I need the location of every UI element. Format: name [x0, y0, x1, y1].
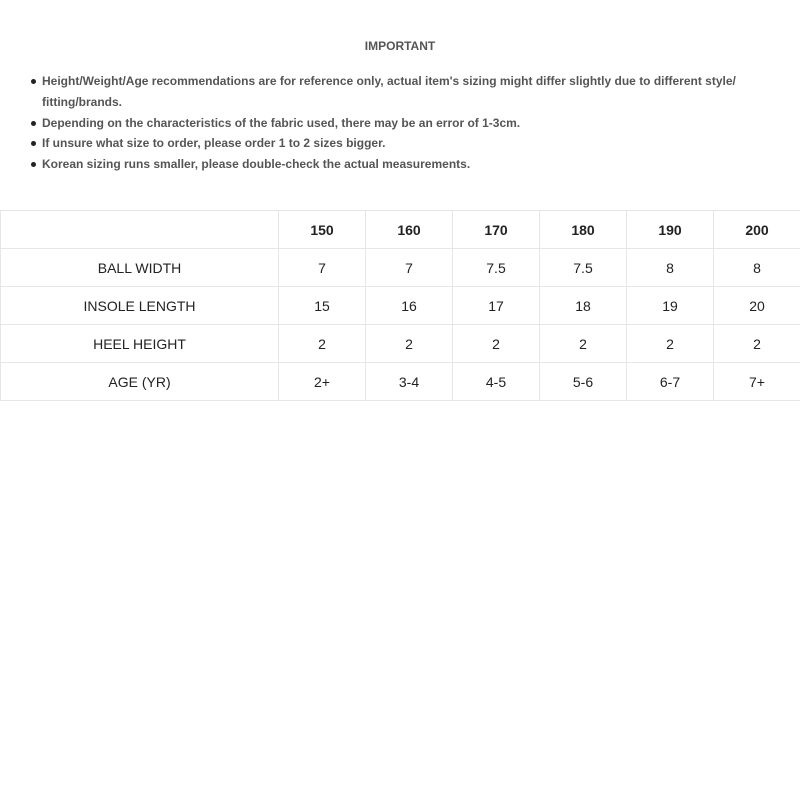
notice-item-text: Height/Weight/Age recommendations are for reference only, actual item's sizing might differ slightly due to different style/ fitting/brands.: [42, 74, 736, 109]
value-cell: 6-7: [627, 363, 714, 401]
value-cell: 2: [366, 325, 453, 363]
notice-item: [42, 154, 782, 175]
value-cell: 18: [540, 287, 627, 325]
value-cell: 5-6: [540, 363, 627, 401]
row-label-cell: AGE (YR): [1, 363, 279, 401]
notice-list: [42, 71, 782, 175]
value-cell: 8: [627, 249, 714, 287]
value-cell: 2: [540, 325, 627, 363]
table-row: [1, 363, 800, 401]
value-cell: 7.5: [453, 249, 540, 287]
value-cell: 7: [366, 249, 453, 287]
size-header-cell: 150: [279, 211, 366, 249]
notice-item-text: Depending on the characteristics of the fabric used, there may be an error of 1-3cm.: [42, 115, 521, 130]
value-cell: 8: [714, 249, 800, 287]
value-cell: 7.5: [540, 249, 627, 287]
size-header-cell: 160: [366, 211, 453, 249]
value-cell: 2: [453, 325, 540, 363]
value-cell: 2+: [279, 363, 366, 401]
notice-item-text: Korean sizing runs smaller, please double-check the actual measurements.: [42, 157, 471, 172]
row-label-cell: BALL WIDTH: [1, 249, 279, 287]
size-header-cell: 200: [714, 211, 800, 249]
value-cell: 4-5: [453, 363, 540, 401]
table-row: [1, 325, 800, 363]
value-cell: 17: [453, 287, 540, 325]
bullet-icon: [31, 79, 36, 84]
bullet-icon: [31, 141, 36, 146]
table-corner-cell: [1, 211, 279, 249]
bullet-icon: [31, 162, 36, 167]
notice-item-text: If unsure what size to order, please order 1 to 2 sizes bigger.: [42, 136, 386, 151]
size-header-cell: 170: [453, 211, 540, 249]
size-header-cell: 180: [540, 211, 627, 249]
value-cell: 2: [714, 325, 800, 363]
table-header-row: [1, 211, 800, 249]
value-cell: 2: [627, 325, 714, 363]
value-cell: 2: [279, 325, 366, 363]
value-cell: 3-4: [366, 363, 453, 401]
size-header-cell: 190: [627, 211, 714, 249]
row-label-cell: HEEL HEIGHT: [1, 325, 279, 363]
value-cell: 20: [714, 287, 800, 325]
table-row: [1, 249, 800, 287]
size-chart-table: [0, 210, 800, 401]
value-cell: 19: [627, 287, 714, 325]
table-row: [1, 287, 800, 325]
bullet-icon: [31, 121, 36, 126]
value-cell: 15: [279, 287, 366, 325]
notice-title: IMPORTANT: [364, 39, 436, 53]
notice-item: [42, 71, 782, 113]
value-cell: 16: [366, 287, 453, 325]
value-cell: 7+: [714, 363, 800, 401]
value-cell: 7: [279, 249, 366, 287]
notice-item: [42, 133, 782, 154]
row-label-cell: INSOLE LENGTH: [1, 287, 279, 325]
notice-item: [42, 113, 782, 134]
